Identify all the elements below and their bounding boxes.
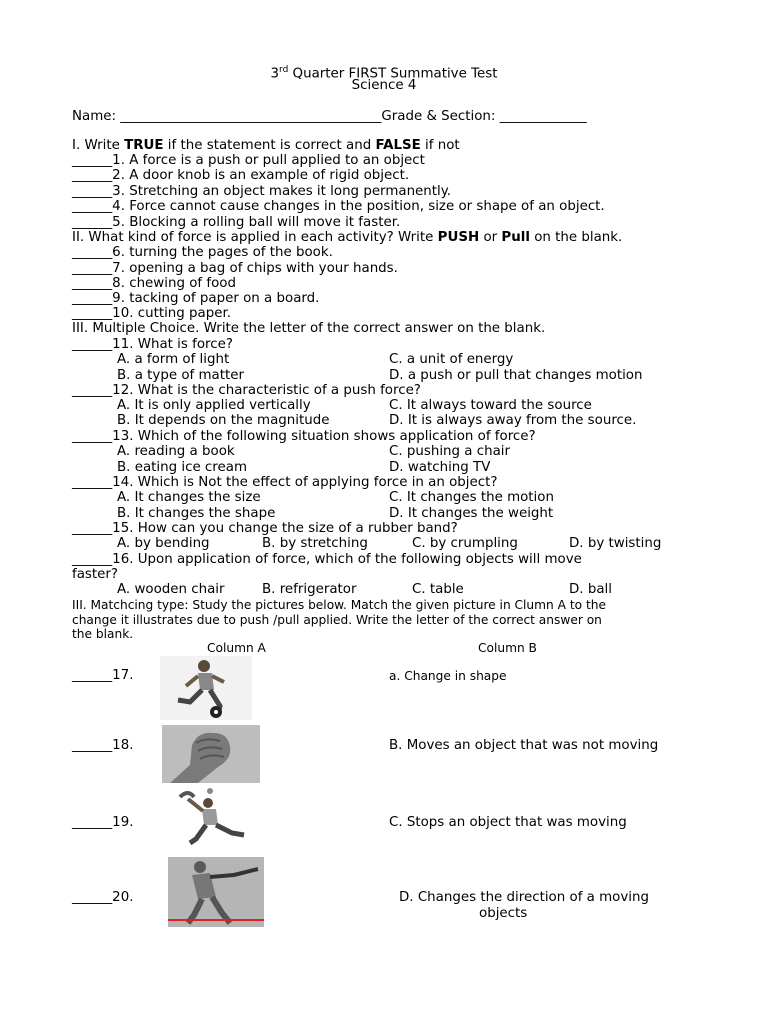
question-19: ______19.: [72, 815, 134, 830]
question-13: ______13. Which of the following situation shows application of force?: [72, 429, 536, 444]
question-9: ______9. tacking of paper on a board.: [72, 291, 320, 306]
q14-choice-b: B. It changes the shape: [117, 506, 276, 521]
question-4: ______4. Force cannot cause changes in the position, size or shape of an object.: [72, 199, 605, 214]
question-11: ______11. What is force?: [72, 337, 233, 352]
q15-choice-c: C. by crumpling: [412, 536, 518, 551]
q11-choice-c: C. a unit of energy: [389, 352, 514, 367]
q12-choice-c: C. It always toward the source: [389, 398, 592, 413]
part3-instruction: III. Multiple Choice. Write the letter of the correct answer on the blank.: [72, 321, 546, 336]
question-15: ______15. How can you change the size of a rubber band?: [72, 521, 458, 536]
q13-choice-d: D. watching TV: [389, 460, 491, 475]
question-14: ______14. Which is Not the effect of applying force in an object?: [72, 475, 498, 490]
question-7: ______7. opening a bag of chips with your hands.: [72, 261, 398, 276]
picture-batting: [168, 857, 264, 927]
answer-c: C. Stops an object that was moving: [389, 815, 627, 830]
part4-instruction-line3: the blank.: [72, 627, 134, 641]
question-1: ______1. A force is a push or pull applied to an object: [72, 153, 425, 168]
q13-choice-c: C. pushing a chair: [389, 444, 511, 459]
q16-choice-b: B. refrigerator: [262, 582, 357, 597]
q16-choice-c: C. table: [412, 582, 464, 597]
q11-choice-a: A. a form of light: [117, 352, 230, 367]
question-10: ______10. cutting paper.: [72, 306, 232, 321]
answer-d-line1: D. Changes the direction of a moving: [399, 890, 649, 905]
answer-a: a. Change in shape: [389, 669, 507, 683]
column-a-header: Column A: [207, 641, 266, 655]
q11-choice-d: D. a push or pull that changes motion: [389, 368, 643, 383]
subject-title: Science 4: [351, 78, 417, 93]
q12-choice-b: B. It depends on the magnitude: [117, 413, 330, 428]
question-8: ______8. chewing of food: [72, 276, 236, 291]
q14-choice-c: C. It changes the motion: [389, 490, 554, 505]
test-title: 3rd Quarter FIRST Summative Test: [270, 65, 498, 82]
name-grade-line: Name: _______________________________________Grade & Section: _____________: [72, 109, 587, 124]
q16-choice-d: D. ball: [569, 582, 612, 597]
part1-instruction: I. Write TRUE if the statement is correct and FALSE if not: [72, 138, 460, 153]
q15-choice-b: B. by stretching: [262, 536, 368, 551]
question-16-continued: faster?: [72, 567, 118, 582]
q12-choice-d: D. It is always away from the source.: [389, 413, 637, 428]
q15-choice-a: A. by bending: [117, 536, 210, 551]
picture-catching-ball: [166, 787, 260, 853]
question-5: ______5. Blocking a rolling ball will move it faster.: [72, 215, 401, 230]
part2-instruction: II. What kind of force is applied in each activity? Write PUSH or Pull on the blank.: [72, 230, 623, 245]
q14-choice-a: A. It changes the size: [117, 490, 261, 505]
q11-choice-b: B. a type of matter: [117, 368, 244, 383]
q15-choice-d: D. by twisting: [569, 536, 662, 551]
q12-choice-a: A. It is only applied vertically: [117, 398, 311, 413]
picture-squeezing-hand: [162, 725, 260, 783]
question-20: ______20.: [72, 890, 134, 905]
question-16: ______16. Upon application of force, which of the following objects will move: [72, 552, 582, 567]
answer-b: B. Moves an object that was not moving: [389, 738, 659, 753]
question-12: ______12. What is the characteristic of a push force?: [72, 383, 421, 398]
q13-choice-b: B. eating ice cream: [117, 460, 247, 475]
answer-d-line2: objects: [479, 906, 528, 921]
question-2: ______2. A door knob is an example of rigid object.: [72, 168, 410, 183]
question-18: ______18.: [72, 738, 134, 753]
column-b-header: Column B: [478, 641, 537, 655]
q16-choice-a: A. wooden chair: [117, 582, 225, 597]
question-6: ______6. turning the pages of the book.: [72, 245, 333, 260]
question-17: ______17.: [72, 668, 134, 683]
part4-instruction-line2: change it illustrates due to push /pull applied. Write the letter of the correct answer on: [72, 613, 602, 627]
q13-choice-a: A. reading a book: [117, 444, 235, 459]
question-3: ______3. Stretching an object makes it long permanently.: [72, 184, 452, 199]
part4-instruction-line1: III. Matchcing type: Study the pictures below. Match the given picture in Clumn A to the: [72, 598, 606, 612]
picture-kicking-ball: [160, 656, 252, 720]
q14-choice-d: D. It changes the weight: [389, 506, 554, 521]
